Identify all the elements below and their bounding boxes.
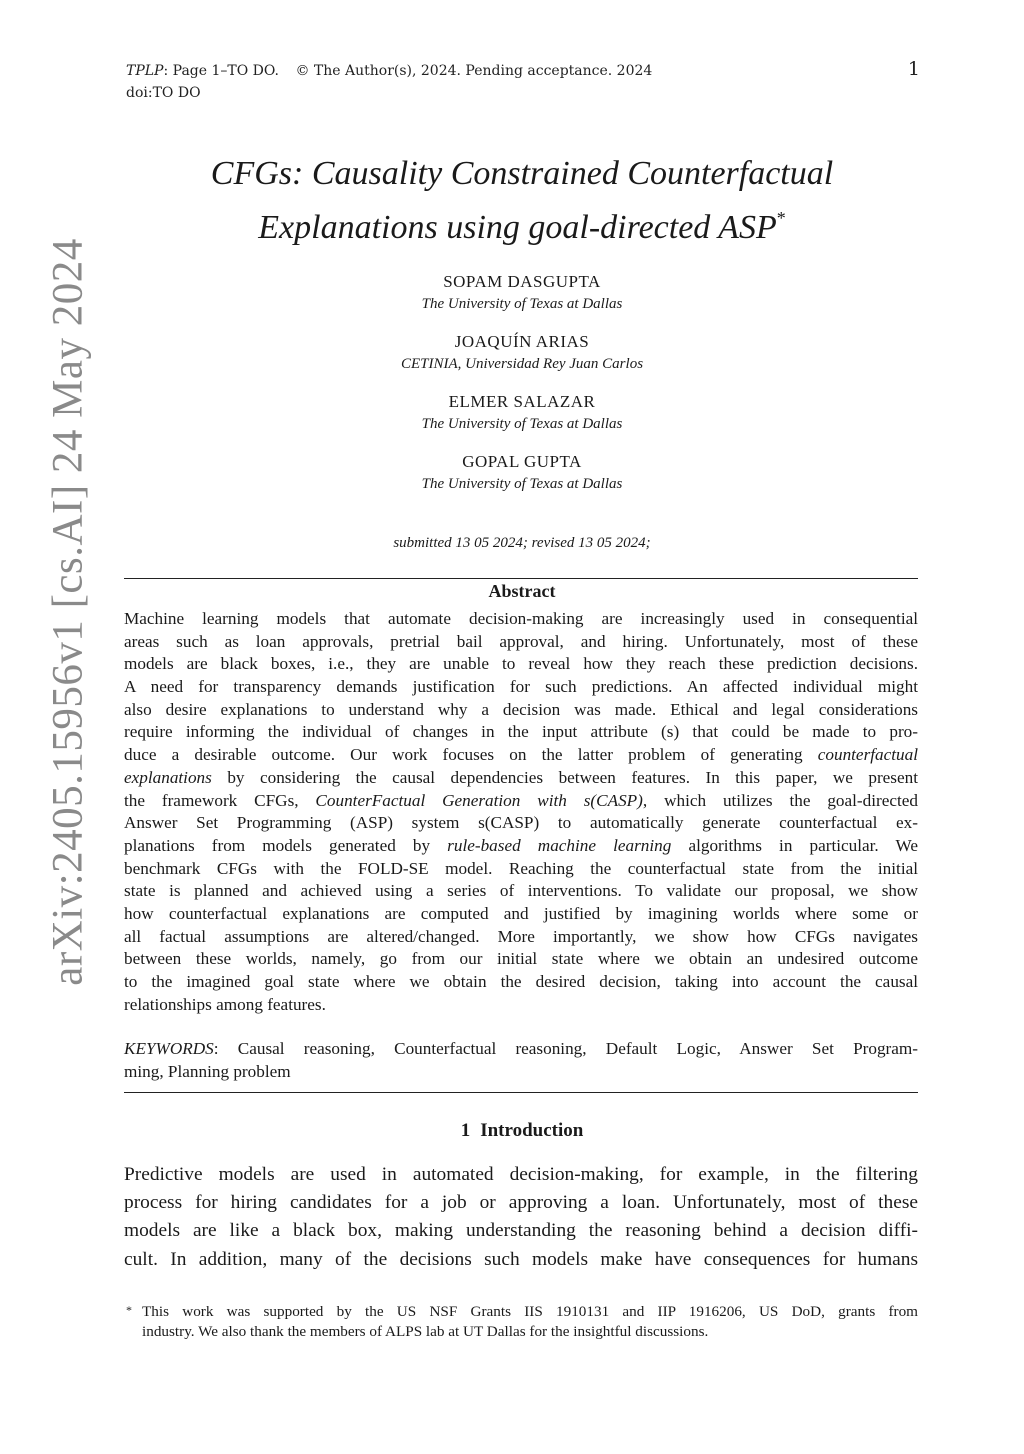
abstract-line: benchmark CFGs with the FOLD-SE model. Reaching the counterfactual state from the initial: [124, 858, 918, 878]
keywords-text: : Causal reasoning, Counterfactual reasoning, Default Logic, Answer Set Program-: [213, 1039, 918, 1058]
author-affiliation: CETINIA, Universidad Rey Juan Carlos: [400, 356, 644, 372]
footnote-line: industry. We also thank the members of ALPS lab at UT Dallas for the insightful discussions.: [142, 1323, 709, 1340]
abstract-bottom-rule: [124, 1092, 918, 1093]
author-block: [126, 390, 918, 434]
author-block: [126, 330, 918, 374]
author-name: JOAQUÍN ARIAS: [454, 332, 590, 351]
abstract-line: models are black boxes, i.e., they are unable to reveal how they reach these prediction decisions.: [124, 654, 918, 674]
keywords-label: KEYWORDS: [124, 1039, 214, 1058]
section-number: 1: [460, 1120, 471, 1141]
keywords: [124, 1037, 918, 1083]
abstract-text: , which utilizes the goal-directed: [642, 790, 918, 810]
abstract-line: also desire explanations to understand why a decision was made. Ethical and legal considerations: [124, 699, 918, 719]
abstract-line: Answer Set Programming (ASP) system s(CASP) to automatically generate counterfactual ex-: [124, 813, 918, 833]
abstract-heading: Abstract: [488, 581, 556, 601]
footnote: [124, 1302, 918, 1342]
abstract-top-rule: [124, 578, 918, 579]
abstract-text: the framework CFGs,: [124, 790, 316, 810]
abstract-line: [124, 744, 918, 767]
abstract-emphasis: counterfactual: [817, 745, 918, 765]
abstract-line: relationships among features.: [124, 994, 326, 1014]
abstract-emphasis: rule-based machine learning: [447, 835, 672, 855]
abstract-line: [124, 767, 918, 790]
author-block: [126, 450, 918, 494]
page-number: 1: [907, 58, 920, 80]
abstract-text: duce a desirable outcome. Our work focuses on the latter problem of generating: [124, 745, 818, 765]
author-name: GOPAL GUPTA: [462, 452, 582, 471]
footnote-line: This work was supported by the US NSF Grants IIS 1910131 and IIP 1916206, US DoD, grants from: [142, 1303, 918, 1320]
body-line: process for hiring candidates for a job or approving a loan. Unfortunately, most of these: [124, 1192, 918, 1214]
doi: doi:TO DO: [126, 85, 201, 101]
abstract-line: to the imagined goal state where we obtain the desired decision, taking into account the causal: [124, 972, 918, 991]
section-title: Introduction: [480, 1120, 584, 1141]
journal-name: TPLP: [126, 63, 164, 79]
abstract-line: [124, 835, 918, 858]
abstract-emphasis: explanations: [124, 767, 212, 787]
abstract-line: all factual assumptions are altered/changed. More importantly, we show how CFGs navigates: [124, 926, 918, 946]
author-affiliation: The University of Texas at Dallas: [421, 296, 623, 312]
abstract-line: A need for transparency demands justification for such predictions. An affected individual might: [124, 677, 918, 697]
abstract-text: planations from models generated by: [124, 835, 448, 855]
author-block: [126, 270, 918, 314]
footnote-mark: *: [126, 1303, 132, 1317]
author-name: ELMER SALAZAR: [448, 392, 596, 411]
author-affiliation: The University of Texas at Dallas: [421, 416, 623, 432]
submission-dates: submitted 13 05 2024; revised 13 05 2024;: [393, 535, 651, 551]
body-line: cult. In addition, many of the decisions such models make have consequences for humans: [124, 1248, 918, 1270]
abstract-line: require informing the individual of changes in the input attribute (s) that could be made to pro-: [124, 722, 918, 742]
abstract-line: areas such as loan approvals, pretrial bail approval, and hiring. Unfortunately, most of these: [124, 631, 918, 651]
title-footnote-mark: *: [776, 208, 786, 228]
arxiv-stamp: arXiv:2405.15956v1 [cs.AI] 24 May 2024: [44, 238, 92, 986]
copyright-notice: © The Author(s), 2024. Pending acceptance. 2024: [295, 63, 653, 79]
author-affiliation: The University of Texas at Dallas: [421, 476, 623, 492]
abstract-line: how counterfactual explanations are computed and justified by imagining worlds where some or: [124, 903, 918, 923]
title-line-2: Explanations using goal-directed ASP: [258, 209, 777, 246]
title-line-1: CFGs: Causality Constrained Counterfactual: [210, 155, 834, 192]
abstract-body: [124, 608, 918, 1016]
section-heading: [126, 1120, 918, 1142]
abstract-line: Machine learning models that automate decision-making are increasingly used in consequential: [124, 609, 918, 628]
abstract-text: algorithms in particular. We: [671, 835, 918, 855]
abstract-text: by considering the causal dependencies between features. In this paper, we present: [211, 767, 918, 787]
abstract-line: between these worlds, namely, go from our initial state where we obtain an undesired outcome: [124, 949, 918, 969]
body-line: models are like a black box, making understanding the reasoning behind a decision diffi-: [124, 1220, 918, 1242]
body-line: Predictive models are used in automated decision-making, for example, in the filtering: [124, 1164, 918, 1185]
page-range: : Page 1–TO DO.: [163, 63, 279, 79]
abstract-line: state is planned and achieved using a series of interventions. To validate our proposal, we show: [124, 881, 918, 901]
abstract-line: [124, 790, 918, 813]
introduction-body: [124, 1161, 918, 1274]
keywords-line: ming, Planning problem: [124, 1062, 291, 1081]
author-name: SOPAM DASGUPTA: [443, 272, 601, 291]
abstract-emphasis: CounterFactual Generation with s(CASP): [315, 790, 643, 810]
keywords-line: [124, 1037, 918, 1060]
running-head: [126, 60, 926, 104]
paper-title: [126, 152, 918, 250]
